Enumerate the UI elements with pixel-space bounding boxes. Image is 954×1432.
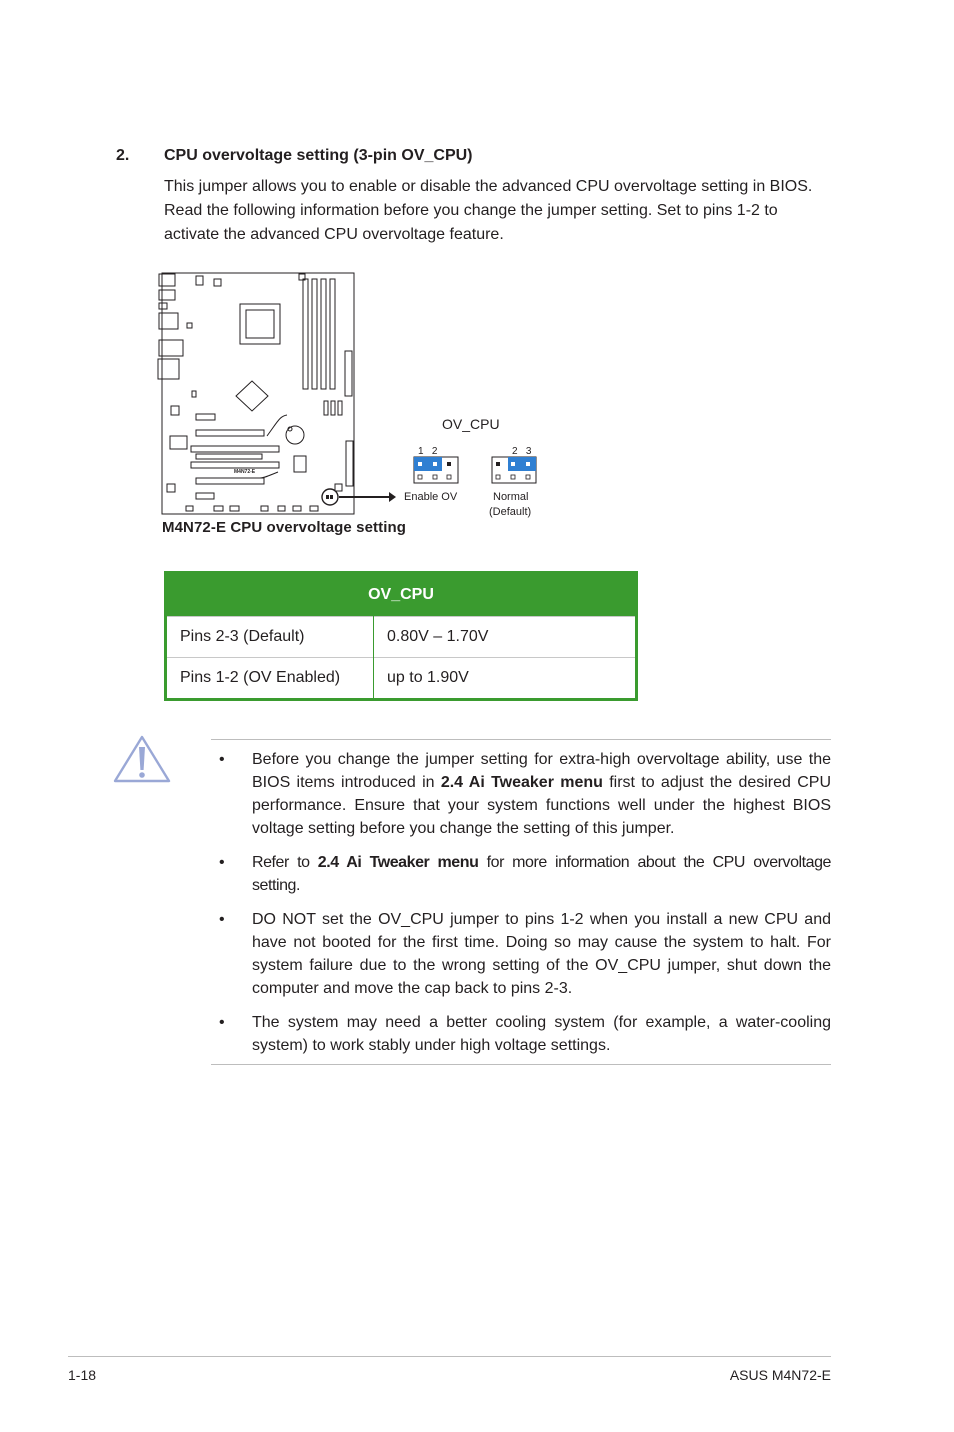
table-cell-setting: Pins 1-2 (OV Enabled) bbox=[166, 658, 374, 700]
motherboard-diagram bbox=[150, 266, 550, 518]
page-number: 1-18 bbox=[68, 1367, 97, 1383]
product-name: ASUS M4N72-E bbox=[729, 1367, 831, 1383]
footer-rule bbox=[68, 1356, 831, 1357]
jumper-title: OV_CPU bbox=[442, 416, 500, 432]
jumper-normal bbox=[492, 457, 536, 483]
enable-ov-label: Enable OV bbox=[404, 491, 458, 503]
table-row bbox=[166, 658, 637, 700]
default-label: (Default) bbox=[489, 506, 532, 518]
right-pin-numbers: 2 3 bbox=[512, 446, 532, 457]
ov-cpu-table bbox=[164, 571, 638, 701]
section-title: CPU overvoltage setting (3-pin OV_CPU) bbox=[164, 147, 473, 164]
diagram-caption: M4N72-E CPU overvoltage setting bbox=[162, 519, 406, 536]
table-header: OV_CPU bbox=[166, 573, 637, 617]
left-pin-numbers: 1 2 bbox=[418, 446, 438, 457]
list-item: • DO NOT set the OV_CPU jumper to pins 1-2 when you install a new CPU and have not booted for the first time. Doing so may cause the system to halt. For system failure due to the wrong setting of the OV_CPU jumper, shut down the computer and move the cap back to pins 2-3. bbox=[219, 911, 831, 997]
section-number: 2. bbox=[116, 147, 130, 164]
list-item: • The system may need a better cooling system (for example, a water-cooling system) to work stably under high voltage settings. bbox=[219, 1014, 831, 1054]
table-cell-value: 0.80V – 1.70V bbox=[374, 617, 637, 658]
list-item: • Before you change the jumper setting for extra-high overvoltage ability, use the BIOS items introduced in 2.4 Ai Tweaker menu first to adjust the desired CPU performance. Ensure that your system functions well under the highest BIOS voltage setting before you change the setting of this jumper. bbox=[219, 751, 832, 837]
section-body: This jumper allows you to enable or disable the advanced CPU overvoltage setting in BIOS. Read the following information before you change the jumper setting. Set to pins 1-2 to activate the advanced CPU overvoltage feature. bbox=[164, 178, 813, 243]
warning-icon bbox=[113, 735, 171, 783]
jumper-enable-ov bbox=[414, 457, 458, 483]
table-cell-value: up to 1.90V bbox=[374, 658, 637, 700]
table-row bbox=[166, 617, 637, 658]
notes-list bbox=[211, 748, 831, 1068]
notes-bottom-rule bbox=[211, 1064, 831, 1065]
normal-label: Normal bbox=[493, 491, 529, 503]
notes-top-rule bbox=[211, 739, 831, 740]
list-item: • Refer to 2.4 Ai Tweaker menu for more information about the CPU overvoltage setting. bbox=[219, 854, 831, 894]
board-label: M4N72-E bbox=[234, 469, 256, 475]
table-cell-setting: Pins 2-3 (Default) bbox=[166, 617, 374, 658]
